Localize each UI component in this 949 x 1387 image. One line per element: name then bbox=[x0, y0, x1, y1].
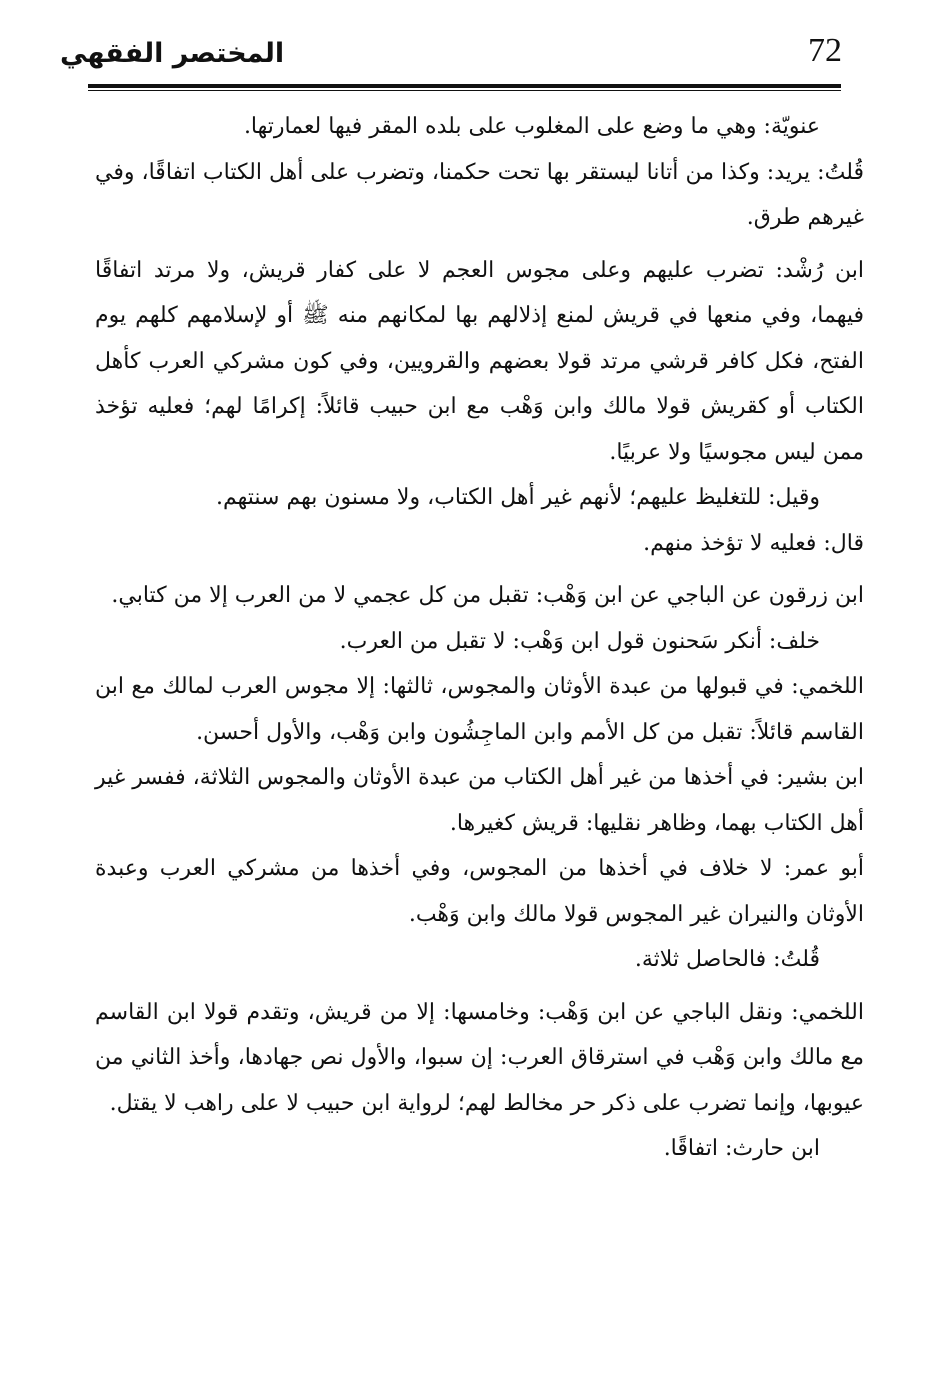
paragraph: ابن زرقون عن الباجي عن ابن وَهْب: تقبل من كل عجمي لا من العرب إلا من كتابي. bbox=[111, 583, 864, 608]
paragraph: قُلتُ: يريد: وكذا من أتانا ليستقر بها تحت حكمنا، وتضرب على أهل الكتاب اتفاقًا، وفي غيرهم طرق. bbox=[95, 159, 864, 230]
page-number: 72 bbox=[808, 32, 842, 69]
page-body bbox=[95, 104, 864, 1172]
paragraph: قُلتُ: فالحاصل ثلاثة. bbox=[634, 947, 820, 972]
header-rule-thick bbox=[88, 84, 841, 88]
paragraph: ابن رُشْد: تضرب عليهم وعلى مجوس العجم لا على كفار قريش، ولا مرتد اتفاقًا فيهما، وفي منعها في قريش لمنع إذلالهم بها لمكانهم منه ﷺ أو لإسلامهم كلهم يوم الفتح، فكل كافر قرشي مرتد قولا بعضهم والقرويين، وفي كون مشركي العرب كأهل الكتاب أو كقريش قولا مالك وابن وَهْب مع ابن حبيب قائلاً: إكرامًا لهم؛ فعليه تؤخذ ممن ليس مجوسيًا ولا عربيًا. bbox=[95, 257, 864, 465]
header-rule-thin bbox=[88, 90, 841, 91]
paragraph: اللخمي: ونقل الباجي عن ابن وَهْب: وخامسها: إلا من قريش، وتقدم قولا ابن القاسم مع مالك وابن وَهْب في استرقاق العرب: إن سبوا، والأول نص جهادها، وأخذ الثاني من عيوبها، وإنما تضرب على ذكر حر مخالط لهم؛ لرواية ابن حبيب لا على راهب لا يقتل. bbox=[95, 999, 864, 1116]
paragraph: عنويّة: وهي ما وضع على المغلوب على بلده المقر فيها لعمارتها. bbox=[243, 114, 820, 139]
paragraph: قال: فعليه لا تؤخذ منهم. bbox=[643, 530, 864, 556]
page-header bbox=[60, 30, 889, 90]
paragraph: خلف: أنكر سَحنون قول ابن وَهْب: لا تقبل من العرب. bbox=[339, 628, 820, 654]
paragraph: اللخمي: في قبولها من عبدة الأوثان والمجوس، ثالثها: إلا مجوس العرب لمالك مع ابن القاسم قائلاً: تقبل من كل الأمم وابن الماجِشُون وابن وَهْب، والأول أحسن. bbox=[95, 674, 864, 745]
paragraph: ابن حارث: اتفاقًا. bbox=[663, 1136, 820, 1161]
running-title: المختصر الفقهي bbox=[60, 38, 285, 69]
paragraph: وقيل: للتغليظ عليهم؛ لأنهم غير أهل الكتاب، ولا مسنون بهم سنتهم. bbox=[215, 485, 820, 510]
paragraph: ابن بشير: في أخذها من غير أهل الكتاب من عبدة الأوثان والمجوس الثلاثة، ففسر غير أهل الكتاب بهما، وظاهر نقليها: قريش كغيرها. bbox=[95, 765, 864, 836]
paragraph: أبو عمر: لا خلاف في أخذها من المجوس، وفي أخذها من مشركي العرب وعبدة الأوثان والنيران غير المجوس قولا مالك وابن وَهْب. bbox=[95, 856, 864, 927]
